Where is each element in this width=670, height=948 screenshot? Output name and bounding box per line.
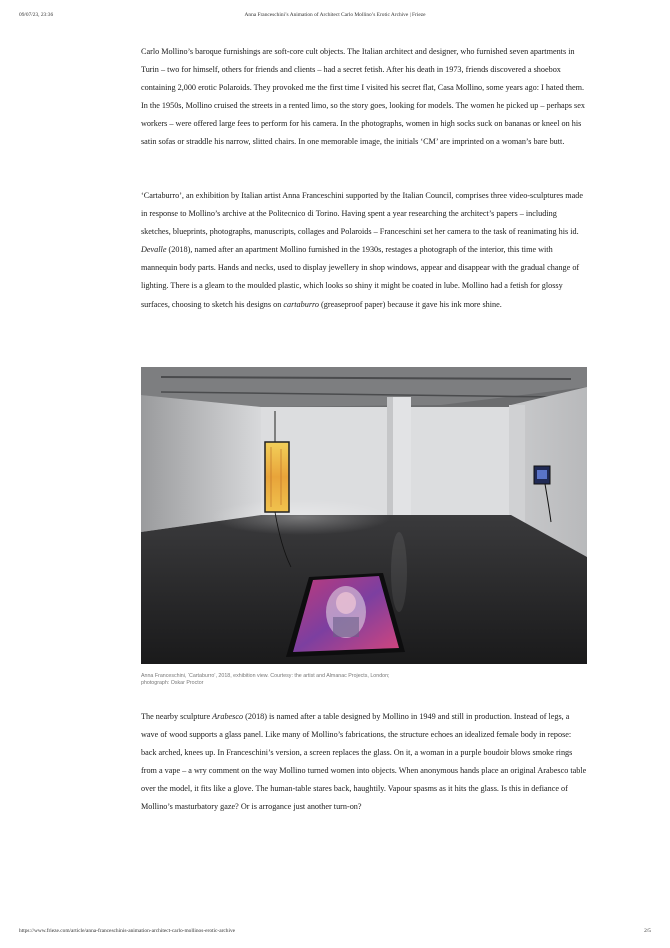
- photo-caption: Anna Franceschini, ‘Cartaburro’, 2018, exhibition view. Courtesy: the artist and Almanac Projects, London; photograph: Oskar Proctor: [141, 673, 390, 687]
- print-url: https://www.frieze.com/article/anna-franceschinis-animation-architect-carlo-mollinos-erotic-archive: [19, 928, 236, 934]
- paragraph-2-part-c: (greaseproof paper) because it gave his ink more shine.: [319, 299, 502, 309]
- print-page-title: Anna Franceschini’s Animation of Architect Carlo Mollino’s Erotic Archive | Frieze: [244, 12, 426, 18]
- paragraph-2-part-a: ‘Cartaburro’, an exhibition by Italian artist Anna Franceschini supported by the Italian Council, comprises three video-sculptures made in response to Mollino’s archive at the Politecnico di Torino. Having spent a year researching the architect’s papers – including sketches, blueprints, photographs, manuscripts, collages and Polaroids – Franceschini set her camera to the task of reanimating his id.: [141, 191, 584, 237]
- paragraph-3-part-a: The nearby sculpture: [141, 712, 213, 721]
- artwork-title-arabesco: Arabesco: [212, 712, 244, 721]
- paragraph-3: [141, 708, 587, 817]
- paragraph-3-part-b: (2018) is named after a table designed by Mollino in 1949 and still in production. Instead of legs, a wave of wood supports a glass panel. Like many of Mollino’s fabrications, the structure echoes an idealized female body in repose: back arched, knees up. In Franceschini’s version, a screen replaces the glass. On it, a woman in a purple boudoir blows smoke rings from a vape – a wry comment on the way Mollino turned women into objects. When anonymous hands place an original Arabesco table over the model, it fits like a glove. The human-table stares back, haughtily. Vapour spasms as it hits the glass. Is this in defiance of Mollino’s masturbatory gaze? Or is arrogance just another turn-on?: [141, 712, 587, 812]
- term-cartaburro: cartaburro: [283, 299, 319, 309]
- exhibition-photo: [141, 367, 587, 664]
- print-date: 09/07/23, 23:36: [19, 12, 54, 18]
- paragraph-2-part-b: (2018), named after an apartment Mollino furnished in the 1930s, restages a photograph of the interior, this time with mannequin body parts. Hands and necks, used to display jewellery in shop windows, appear and disappear with the gradual change of lighting. There is a gleam to the moulded plastic, which looks so shiny it might be coated in lube. Mollino had a fetish for glossy surfaces, choosing to sketch his designs on: [141, 245, 580, 309]
- page-number: 2/5: [644, 928, 651, 934]
- artwork-title-devalle: Devalle: [141, 245, 167, 255]
- paragraph-2: [141, 187, 587, 314]
- paragraph-1: Carlo Mollino’s baroque furnishings are soft-core cult objects. The Italian architect and designer, who furnished seven apartments in Turin – two for himself, others for friends and clients – had a secret fetish. After his death in 1973, friends discovered a shoebox containing 2,000 erotic Polaroids. They provoked me the first time I visited his secret flat, Casa Mollino, some years ago: I hated them. In the 1950s, Mollino cruised the streets in a rented limo, so the story goes, looking for models. The women he picked up – perhaps sex workers – were offered large fees to perform for his camera. In the photographs, women in high socks suck on bananas or kneel on his satin sofas or straddle his narrow, slitted chairs. In one memorable image, the initials ‘CM’ are imprinted on a woman’s bare butt.: [141, 47, 585, 147]
